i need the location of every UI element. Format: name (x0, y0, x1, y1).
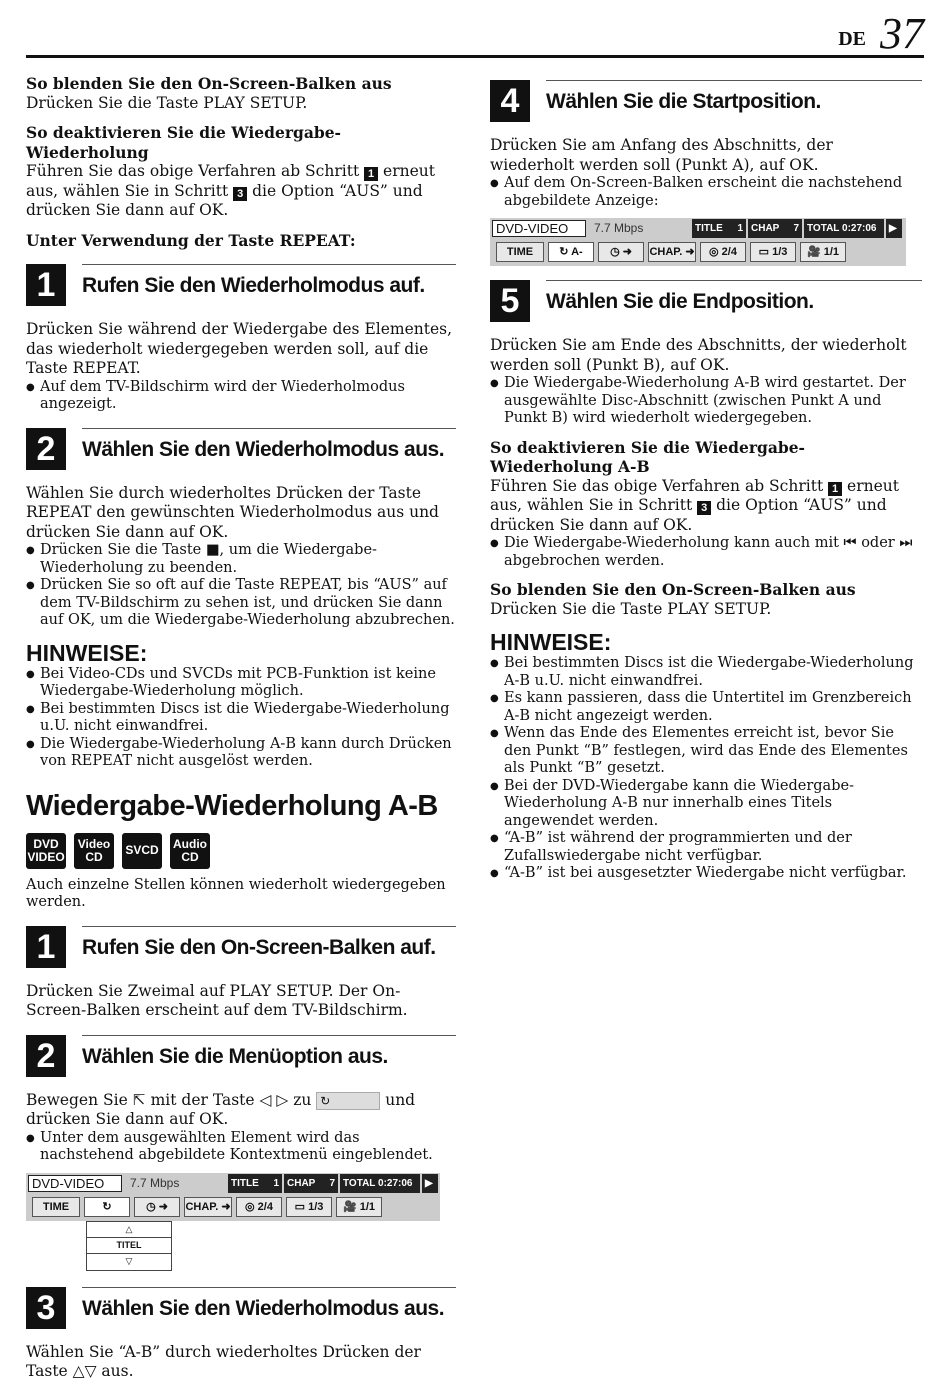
bullet-item: ● Drücken Sie so oft auf die Taste REPEAT, bis “AUS” auf dem TV-Bildschirm zu sehen ist, und drücken Sie dann auf OK, um die Wiedergabe-Wiederholung abzubrechen. (26, 577, 456, 630)
hide-bar-heading: So blenden Sie den On-Screen-Balken aus (490, 580, 856, 599)
bullet-item: ● Auf dem TV-Bildschirm wird der Wiederholmodus angezeigt. (26, 379, 456, 414)
title-indicator: TITLE 1 (692, 219, 746, 238)
note-item: ● “A-B” ist bei ausgesetzter Wiedergabe nicht verfügbar. (490, 865, 922, 883)
notes-heading: HINWEISE: (490, 629, 612, 655)
play-icon: ▶ (422, 1174, 438, 1193)
repeat-ab-button[interactable]: ↻ A- (548, 242, 594, 262)
angle-button[interactable]: 🎥 1/1 (800, 242, 846, 262)
bullet-item: ● Auf dem On-Screen-Balken erscheint die nachstehend abgebildete Anzeige: (490, 175, 922, 210)
time-button[interactable]: TIME (32, 1197, 80, 1217)
step-ref-1: 1 (828, 482, 842, 496)
total-indicator: TOTAL 0:27:06 (804, 219, 884, 238)
note-item: ● Es kann passieren, dass die Untertitel im Grenzbereich A-B nicht angezeigt werden. (490, 690, 922, 725)
section-text: Auch einzelne Stellen können wiederholt wiedergegeben werden. (26, 876, 446, 910)
notes-list (490, 655, 922, 883)
step-title: Wählen Sie die Endposition. (546, 290, 814, 313)
step-title: Wählen Sie die Menüoption aus. (82, 1044, 388, 1068)
step-2-ab-bullets (26, 1130, 456, 1165)
format-label: DVD-VIDEO (492, 220, 586, 237)
angle-button[interactable]: 🎥 1/1 (336, 1197, 382, 1217)
step-title: Wählen Sie die Startposition. (546, 90, 821, 113)
step-text: Wählen Sie durch wiederholtes Drücken der Taste REPEAT den gewünschten Wiederholmodus aus und drücken Sie dann auf OK. (26, 483, 439, 541)
hide-bar-text: Drücken Sie die Taste PLAY SETUP. (490, 599, 772, 618)
bullet-item: ● Drücken Sie die Taste ■, um die Wiedergabe-Wiederholung zu beenden. (26, 542, 456, 577)
step-ref-3: 3 (697, 501, 711, 515)
chapter-search-button[interactable]: CHAP. ➜ (184, 1197, 232, 1217)
step-number: 2 (26, 1035, 66, 1077)
repeat-icon: ↻ (316, 1092, 380, 1110)
step-number: 5 (490, 280, 530, 322)
subtitle-button[interactable]: ▭ 1/3 (750, 242, 796, 262)
repeat-popup-menu[interactable] (86, 1221, 172, 1271)
language-code: DE (838, 28, 866, 50)
step-text: Drücken Sie während der Wiedergabe des Elementes, das wiederholt wiedergegeben werden soll, auf die Taste REPEAT. (26, 320, 453, 377)
chapter-indicator: CHAP 7 (748, 219, 802, 238)
deactivate-bullets (490, 535, 922, 570)
note-item: ● Bei bestimmten Discs ist die Wiedergabe-Wiederholung u.U. nicht einwandfrei. (26, 701, 456, 736)
chapter-search-button[interactable]: CHAP. ➜ (648, 242, 696, 262)
deactivate-heading: So deaktivieren Sie die Wiedergabe-Wiederholung (26, 123, 341, 162)
hide-bar-text: Drücken Sie die Taste PLAY SETUP. (26, 93, 308, 112)
step-number: 1 (26, 264, 66, 306)
step-title: Wählen Sie den Wiederholmodus aus. (82, 1296, 445, 1320)
title-indicator: TITLE 1 (228, 1174, 282, 1193)
step-ref-3: 3 (233, 187, 247, 201)
step-4-bullets (490, 175, 922, 210)
step-3-ab (26, 1287, 456, 1329)
notes-list (26, 666, 456, 771)
disc-badges (26, 833, 456, 869)
step-5-ab (490, 280, 922, 322)
step-title: Wählen Sie den Wiederholmodus aus. (82, 437, 445, 461)
step-2-repeat (26, 428, 456, 470)
note-item: ● Wenn das Ende des Elementes erreicht ist, bevor Sie den Punkt “B” festlegen, wird das Ende des Elementes als Punkt “B” gesetzt. (490, 725, 922, 778)
note-item: ● Bei bestimmten Discs ist die Wiedergabe-Wiederholung A-B u.U. nicht einwandfrei. (490, 655, 922, 690)
onscreen-bar (26, 1173, 440, 1221)
svcd-badge: SVCD (122, 833, 162, 869)
chapter-indicator: CHAP 7 (284, 1174, 338, 1193)
bitrate-label: 7.7 Mbps (594, 221, 644, 235)
left-column (26, 74, 456, 1382)
dvd-video-badge: DVD VIDEO (26, 833, 66, 869)
step-text: Drücken Sie Zweimal auf PLAY SETUP. Der On-Screen-Balken erscheint auf dem TV-Bildschirm. (26, 981, 408, 1019)
total-indicator: TOTAL 0:27:06 (340, 1174, 420, 1193)
notes-heading: HINWEISE: (26, 639, 148, 666)
step-ref-1: 1 (364, 167, 378, 181)
time-search-button[interactable]: ◷ ➜ (598, 242, 644, 262)
step-1-bullets (26, 379, 456, 414)
onscreen-bar-ab (490, 218, 906, 266)
step-1-repeat (26, 264, 456, 306)
section-title: Wiedergabe-Wiederholung A-B (26, 789, 438, 822)
bitrate-label: 7.7 Mbps (130, 1175, 180, 1190)
note-item: ● Die Wiedergabe-Wiederholung A-B kann durch Drücken von REPEAT nicht ausgelöst werden. (26, 736, 456, 771)
bullet-item: ● Die Wiedergabe-Wiederholung kann auch mit ⏮ oder ⏭ abgebrochen werden. (490, 535, 922, 570)
note-item: ● “A-B” ist während der programmierten und der Zufallswiedergabe nicht verfügbar. (490, 830, 922, 865)
audio-cd-badge: Audio CD (170, 833, 210, 869)
step-1-ab (26, 926, 456, 968)
time-search-button[interactable]: ◷ ➜ (134, 1197, 180, 1217)
deactivate-ab-text: Führen Sie das obige Verfahren ab Schritt 1 erneut aus, wählen Sie in Schritt 3 die Option “AUS” und drücken Sie dann auf OK. (490, 476, 899, 534)
up-arrow-icon: △ (125, 1223, 133, 1234)
note-item: ● Bei der DVD-Wiedergabe kann die Wiedergabe-Wiederholung A-B nur innerhalb eines Titels angewendet werden. (490, 778, 922, 831)
deactivate-text: Führen Sie das obige Verfahren ab Schritt 1 erneut aus, wählen Sie in Schritt 3 die Option “AUS” und drücken Sie dann auf OK. (26, 162, 435, 219)
video-cd-badge: Video CD (74, 833, 114, 869)
step-title: Rufen Sie den On-Screen-Balken auf. (82, 935, 436, 959)
repeat-key-heading: Unter Verwendung der Taste REPEAT: (26, 230, 356, 250)
step-2-bullets (26, 542, 456, 630)
format-label: DVD-VIDEO (28, 1175, 122, 1192)
step-text: Drücken Sie am Ende des Abschnitts, der wiederholt werden soll (Punkt B), auf OK. (490, 336, 907, 374)
audio-button[interactable]: ◎ 2/4 (236, 1197, 282, 1217)
step-text: Drücken Sie am Anfang des Abschnitts, der wiederholt werden soll (Punkt A), auf OK. (490, 136, 833, 174)
play-icon: ▶ (886, 219, 902, 238)
step-text: Wählen Sie “A-B” durch wiederholtes Drücken der Taste △▽ aus. (26, 1342, 421, 1380)
step-text: Bewegen Sie ⇱ mit der Taste ◁ ▷ zu ↻ und drücken Sie dann auf OK. (26, 1090, 416, 1128)
down-arrow-icon: ▽ (125, 1255, 133, 1266)
page-number: 37 (880, 9, 924, 58)
step-title: Rufen Sie den Wiederholmodus auf. (82, 274, 425, 297)
hide-bar-heading: So blenden Sie den On-Screen-Balken aus (26, 74, 392, 93)
subtitle-button[interactable]: ▭ 1/3 (286, 1197, 332, 1217)
right-column (490, 66, 922, 883)
repeat-button[interactable]: ↻ (84, 1197, 130, 1217)
popup-option[interactable]: TITEL (87, 1237, 171, 1254)
step-2-ab (26, 1035, 456, 1077)
bullet-item: ● Unter dem ausgewählten Element wird das nachstehend abgebildete Kontextmenü eingeblendet. (26, 1130, 456, 1165)
step-4-ab (490, 80, 922, 122)
step-number: 2 (26, 428, 66, 470)
deactivate-ab-heading: So deaktivieren Sie die Wiedergabe-Wiederholung A-B (490, 437, 805, 476)
time-button[interactable]: TIME (496, 242, 544, 262)
bullet-item: ● Die Wiedergabe-Wiederholung A-B wird gestartet. Der ausgewählte Disc-Abschnitt (zwischen Punkt A und Punkt B) wird wiederholt wiedergegeben. (490, 375, 922, 428)
step-number: 1 (26, 926, 66, 968)
note-item: ● Bei Video-CDs und SVCDs mit PCB-Funktion ist keine Wiedergabe-Wiederholung möglich. (26, 666, 456, 701)
audio-button[interactable]: ◎ 2/4 (700, 242, 746, 262)
page-header (26, 10, 924, 58)
step-number: 4 (490, 80, 530, 122)
step-5-bullets (490, 375, 922, 428)
step-number: 3 (26, 1287, 66, 1329)
